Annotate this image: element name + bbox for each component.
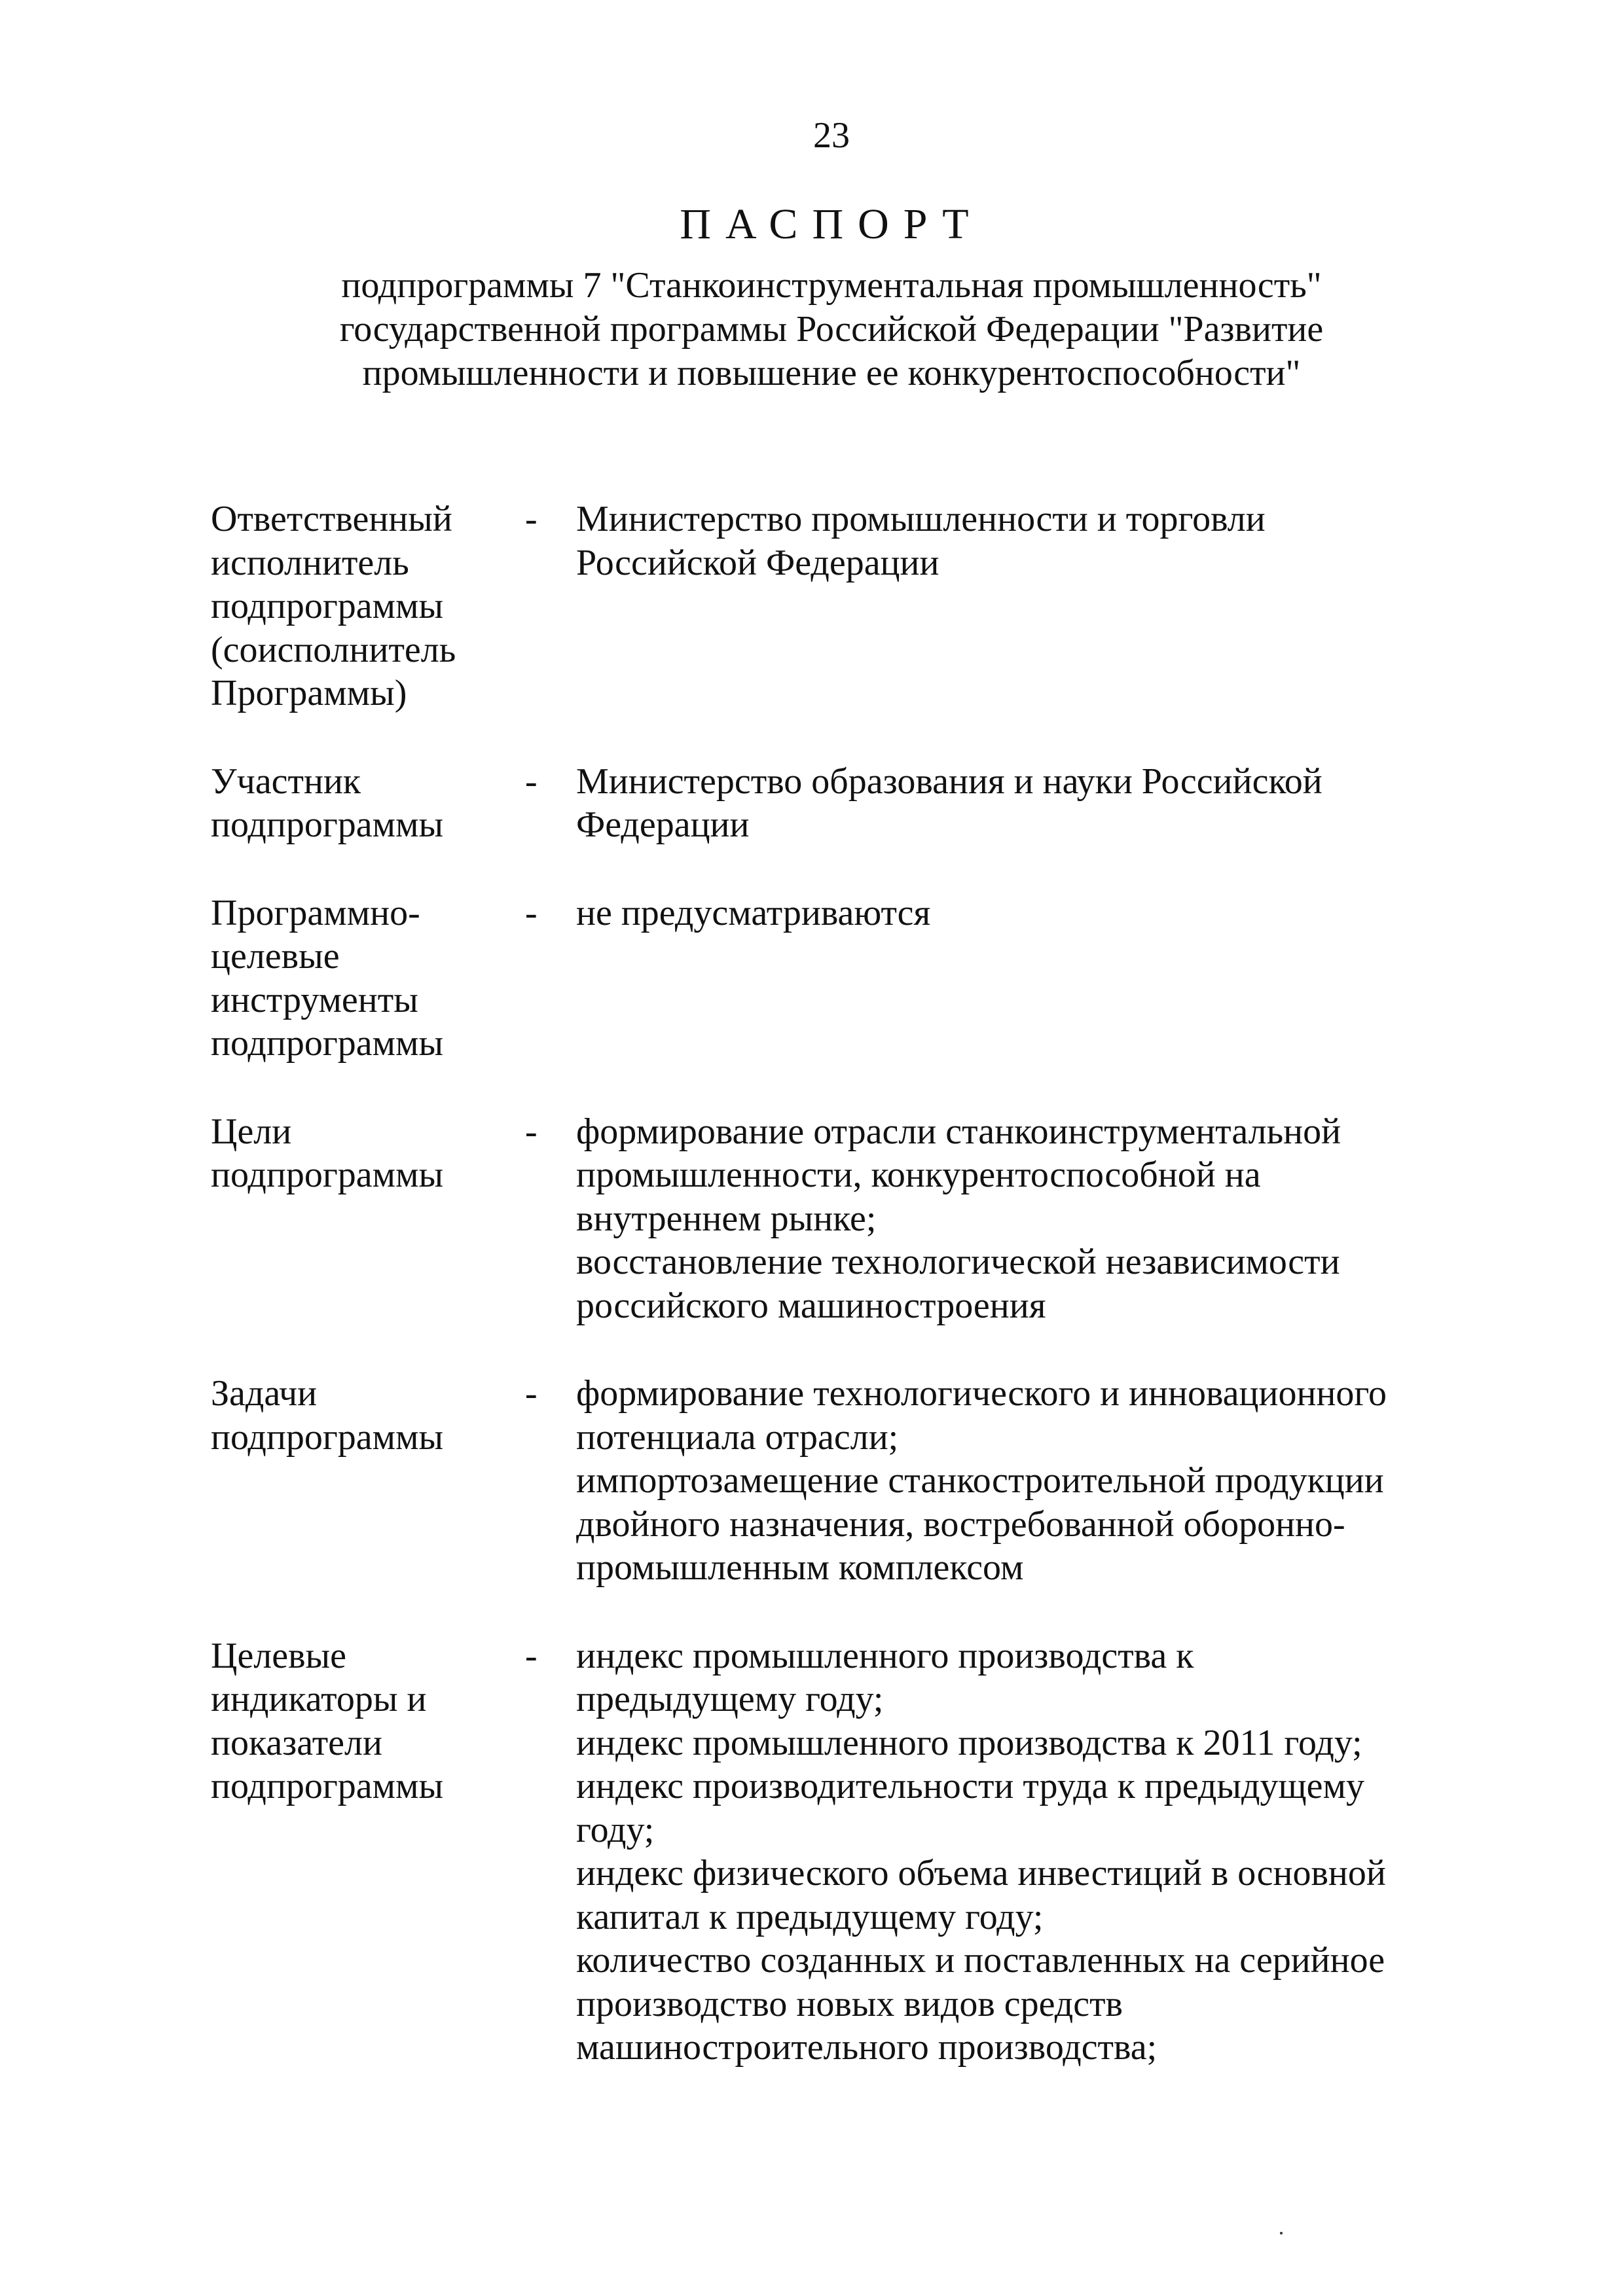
label-line: Программы) [211,673,407,713]
value-line: потенциала отрасли; [576,1416,899,1458]
value-line: Российской Федерации [576,542,939,583]
label-line: подпрограммы [211,1155,444,1195]
label-line: Целевые [211,1635,347,1676]
row-label [211,760,525,847]
row-value [576,1634,1455,2070]
passport-row-goals [211,1110,1455,1328]
label-line: Программно- [211,892,420,933]
label-line: Ответственный [211,499,452,539]
value-line: промышленным комплексом [576,1547,1024,1588]
value-line: машиностроительного производства; [576,2027,1158,2068]
row-dash: - [525,1373,538,1414]
value-line: году; [576,1809,655,1850]
value-line: индекс промышленного производства к 2011 году; [576,1722,1362,1763]
value-line: количество созданных и поставленных на серийное [576,1940,1385,1981]
row-dash: - [525,892,538,933]
label-line: инструменты [211,979,418,1020]
value-line: внутреннем рынке; [576,1198,877,1239]
row-dash: - [525,499,538,539]
row-dash: - [525,761,538,802]
label-line: подпрограммы [211,804,444,845]
row-label [211,1634,525,1808]
label-line: подпрограммы [211,1766,444,1806]
passport-row-responsible [211,497,1455,715]
value-line: предыдущему году; [576,1679,884,1719]
row-value [576,497,1455,584]
page-number: 23 [813,115,850,156]
row-label [211,1110,525,1197]
subtitle-line: промышленности и повышение ее конкурентоспособности" [362,353,1301,393]
row-value [576,760,1455,847]
subtitle-line: государственной программы Российской Федерации "Развитие [339,309,1324,350]
passport-table [211,497,1455,2070]
label-line: исполнитель [211,542,409,583]
label-line: (соисполнитель [211,629,456,670]
label-line: подпрограммы [211,586,444,626]
value-line: индекс производительности труда к предыдущему [576,1766,1364,1806]
passport-row-participant [211,760,1455,847]
row-label [211,497,525,715]
label-line: подпрограммы [211,1023,444,1064]
document-subtitle [196,264,1467,395]
label-line: подпрограммы [211,1416,444,1458]
value-line: Министерство промышленности и торговли [576,499,1266,539]
value-line: производство новых видов средств [576,1983,1123,2024]
value-line: промышленности, конкурентоспособной на [576,1155,1261,1195]
subtitle-line: подпрограммы 7 "Станкоинструментальная промышленность" [341,265,1322,306]
value-line: российского машиностроения [576,1285,1046,1326]
value-line: индекс физического объема инвестиций в основной [576,1853,1386,1893]
value-line: формирование технологического и инновационного [576,1373,1387,1414]
passport-row-indicators [211,1634,1455,2070]
label-line: показатели [211,1722,382,1763]
value-line: Министерство образования и науки Российской [576,761,1322,802]
value-line: импортозамещение станкостроительной продукции [576,1460,1384,1501]
document-title: ПАСПОРТ [680,200,983,248]
row-value [576,891,1455,935]
value-line: капитал к предыдущему году; [576,1896,1044,1937]
value-line: восстановление технологической независимости [576,1242,1340,1282]
value-line: не предусматриваются [576,892,931,933]
row-label [211,891,525,1066]
value-line: индекс промышленного производства к [576,1635,1194,1676]
passport-row-tasks [211,1372,1455,1590]
value-line: Федерации [576,804,750,845]
label-line: Задачи [211,1373,318,1414]
row-dash: - [525,1635,538,1676]
label-line: Цели [211,1111,292,1152]
label-line: Участник [211,761,361,802]
value-line: двойного назначения, востребованной оборонно- [576,1503,1345,1545]
label-line: индикаторы и [211,1679,427,1719]
row-dash: - [525,1111,538,1152]
row-value [576,1110,1455,1328]
scan-speck [1280,2232,1283,2234]
row-value [576,1372,1455,1590]
row-label [211,1372,525,1459]
value-line: формирование отрасли станкоинструментальной [576,1111,1341,1152]
label-line: целевые [211,936,340,977]
passport-row-instruments [211,891,1455,1066]
